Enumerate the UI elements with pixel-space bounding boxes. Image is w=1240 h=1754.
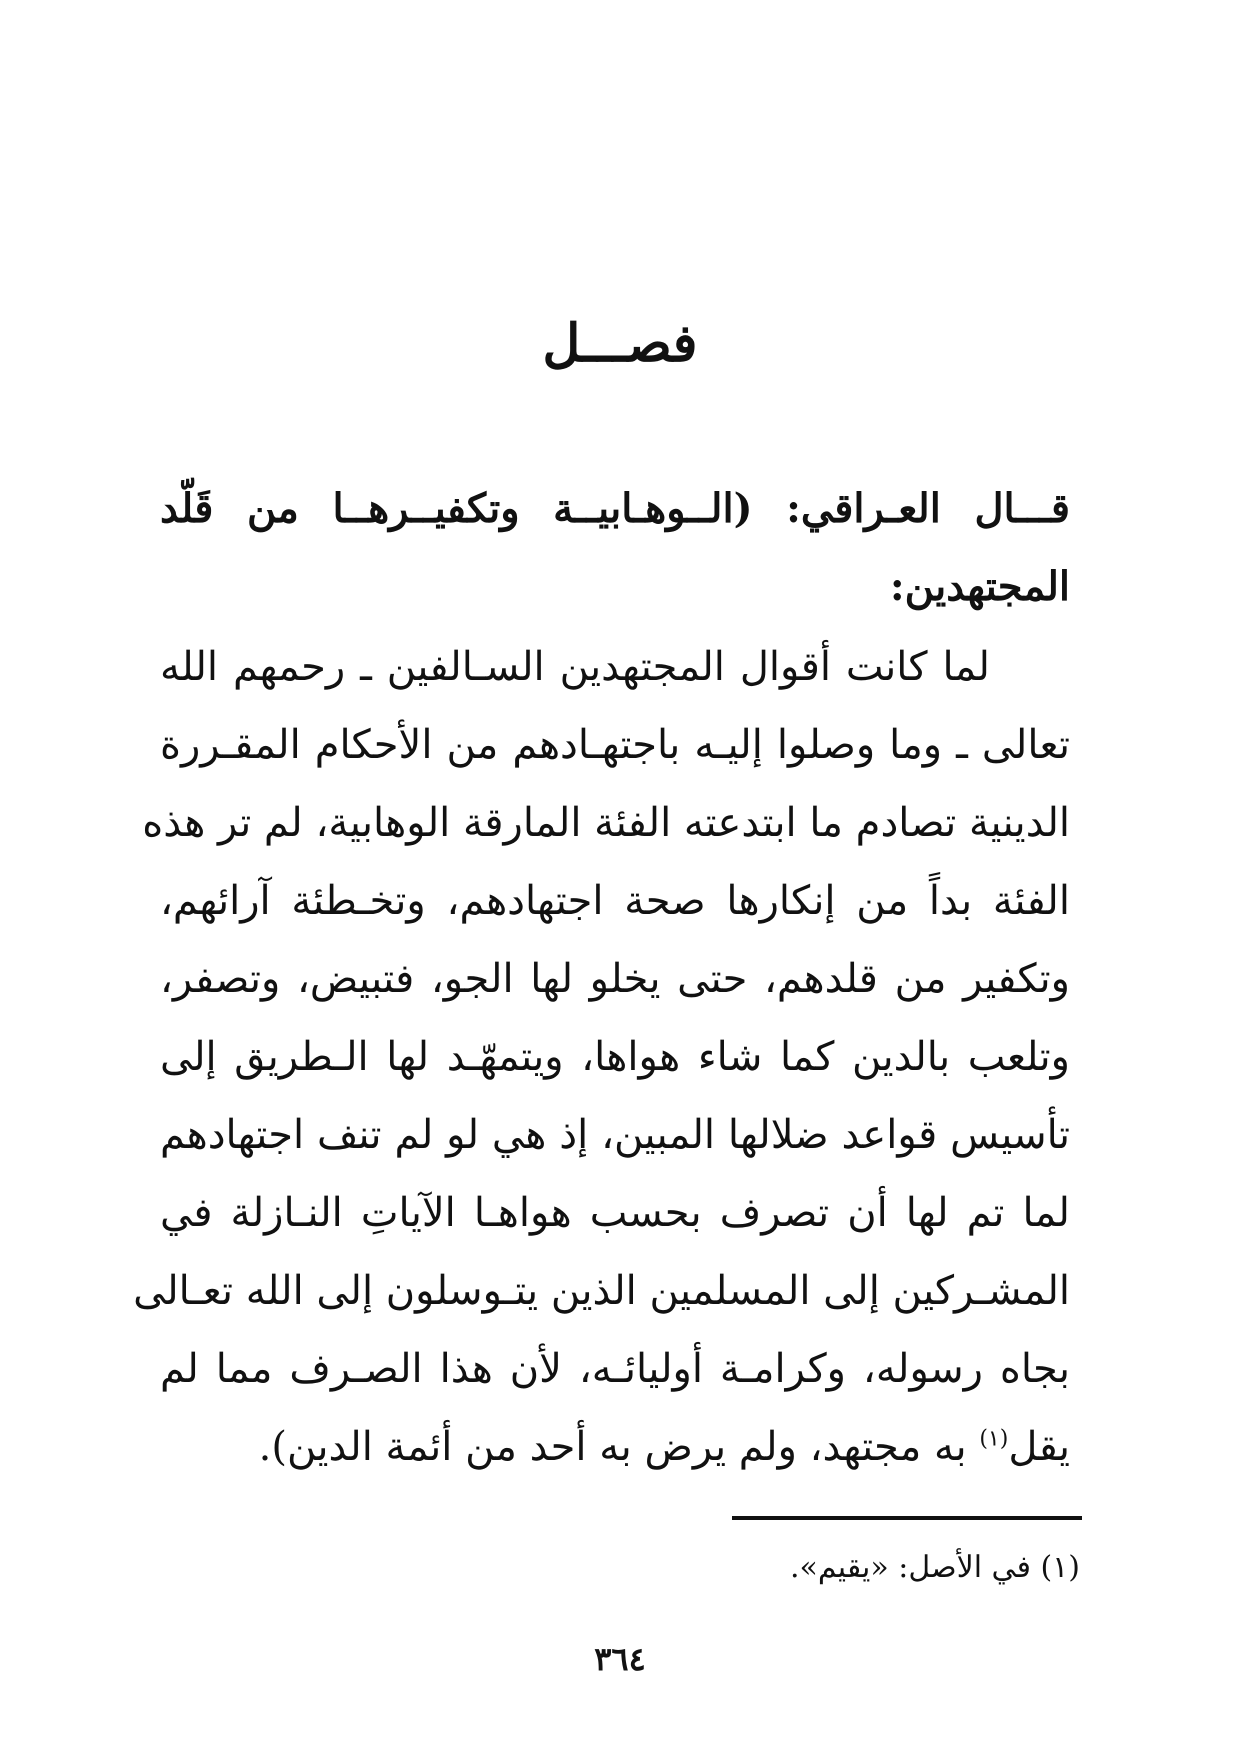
footnote: (١) في الأصل: «يقيم». bbox=[789, 1550, 1080, 1585]
quote-line-1: قـــال العـراقي: (الــوهـابيــة وتكفيــرهــا من قَلّد bbox=[160, 485, 1070, 532]
quote-heading bbox=[160, 470, 1070, 626]
section-heading: فصـــل bbox=[542, 313, 698, 374]
body-last-line bbox=[160, 1408, 1070, 1486]
quote-line-2: المجتهدين: bbox=[889, 563, 1070, 610]
body-paragraph bbox=[133, 628, 1070, 1486]
footnote-divider bbox=[732, 1516, 1082, 1520]
body-line: الفئة بداً من إنكارها صحة اجتهادهم، وتخـطئة آرائهم، bbox=[160, 878, 1070, 924]
body-line: تأسيس قواعد ضلالها المبين، إذ هي لو لم تنف اجتهادهم bbox=[160, 1112, 1070, 1158]
body-line: لما كانت أقوال المجتهدين السـالفين ـ رحمهم الله bbox=[160, 644, 990, 690]
body-line: تعالى ـ وما وصلوا إليـه باجتهـادهم من الأحكام المقـررة bbox=[160, 722, 1070, 768]
page-number: ٣٦٤ bbox=[594, 1640, 646, 1678]
body-last-line-end: به مجتهد، ولم يرض به أحد من أئمة الدين). bbox=[258, 1424, 980, 1470]
body-line: لما تم لها أن تصرف بحسب هواهـا الآياتِ النـازلة في bbox=[160, 1190, 1070, 1236]
body-line: الدينية تصادم ما ابتدعته الفئة المارقة الوهابية، لم تر هذه bbox=[142, 800, 1070, 846]
body-line: المشـركين إلى المسلمين الذين يتـوسلون إلى الله تعـالى bbox=[133, 1268, 1070, 1314]
body-line: وتلعب بالدين كما شاء هواها، ويتمهّـد لها الـطريق إلى bbox=[160, 1034, 1070, 1080]
footnote-reference: (١) bbox=[979, 1426, 1009, 1452]
body-line: بجاه رسوله، وكرامـة أوليائـه، لأن هذا الصـرف مما لم bbox=[160, 1346, 1070, 1392]
body-line: وتكفير من قلدهم، حتى يخلو لها الجو، فتبيض، وتصفر، bbox=[160, 956, 1070, 1002]
body-last-line-start: يقل bbox=[1008, 1424, 1070, 1470]
